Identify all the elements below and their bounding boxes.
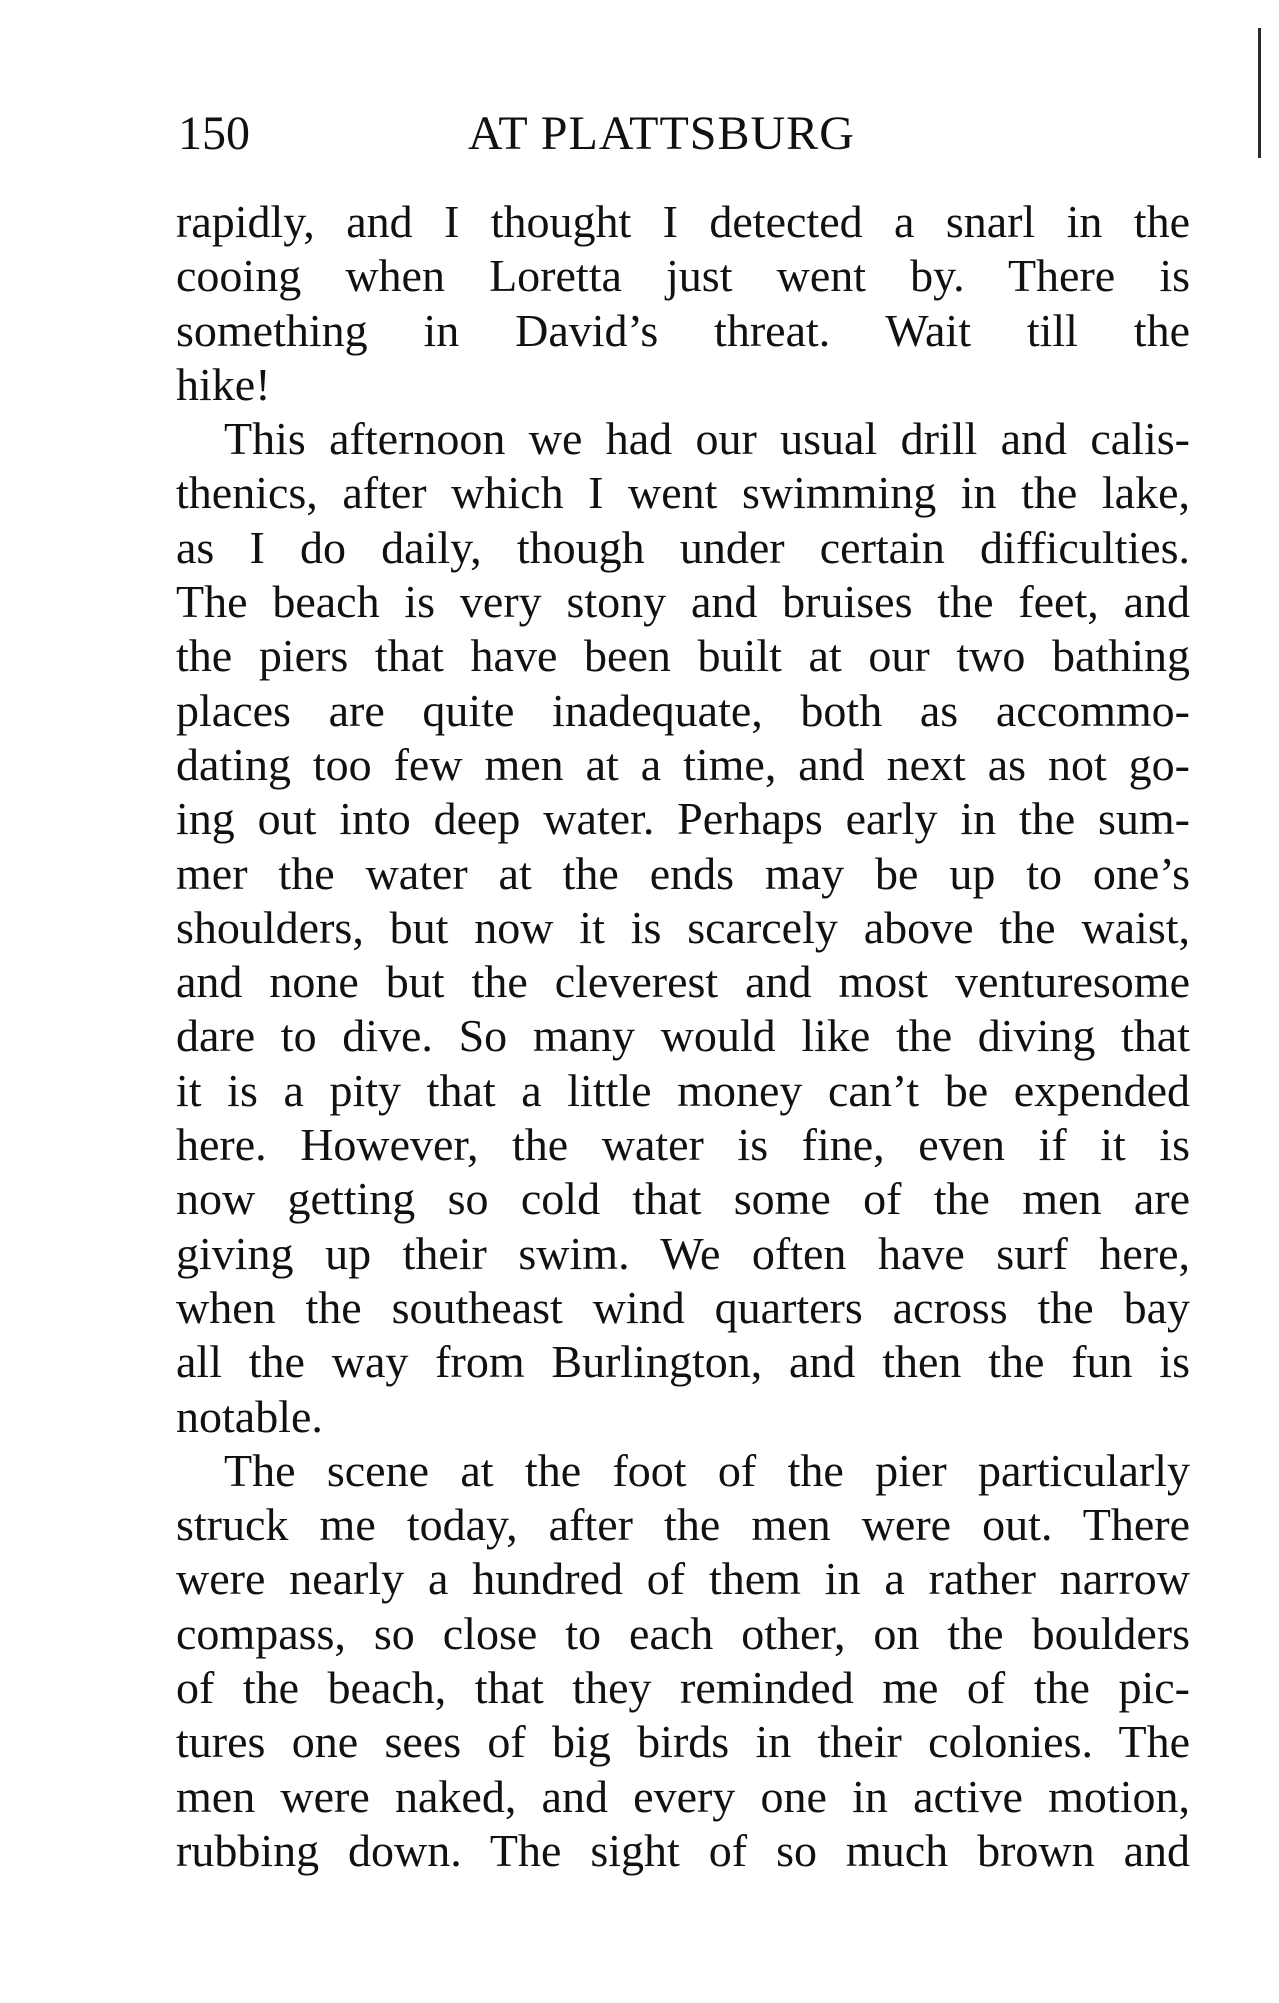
text-line: something in David’s threat. Wait till the <box>176 304 1190 356</box>
text-line: here. However, the water is fine, even if it is <box>176 1119 1190 1171</box>
text-line: of the beach, that they reminded me of the pic- <box>176 1662 1190 1714</box>
text-line: compass, so close to each other, on the boulders <box>176 1607 1190 1659</box>
page-number: 150 <box>178 107 250 160</box>
text-line: mer the water at the ends may be up to one’s <box>176 847 1190 899</box>
page-edge-mark <box>1258 28 1261 158</box>
text-line: dating too few men at a time, and next as not go- <box>176 738 1190 790</box>
text-line: men were naked, and every one in active motion, <box>176 1770 1190 1822</box>
text-line: places are quite inadequate, both as accommo- <box>176 684 1190 736</box>
text-line: tures one sees of big birds in their colonies. The <box>176 1716 1190 1768</box>
paragraph-1 <box>176 195 1190 412</box>
text-line: now getting so cold that some of the men are <box>176 1173 1190 1225</box>
text-line: dare to dive. So many would like the diving that <box>176 1010 1190 1062</box>
text-line: hike! <box>176 358 271 410</box>
body-text <box>176 195 1190 1878</box>
text-line: ing out into deep water. Perhaps early in the sum- <box>176 793 1190 845</box>
text-line: cooing when Loretta just went by. There is <box>176 250 1190 302</box>
text-line: rapidly, and I thought I detected a snarl in the <box>176 196 1190 247</box>
paragraph-2 <box>176 412 1190 1444</box>
text-line: giving up their swim. We often have surf here, <box>176 1227 1190 1279</box>
running-title: AT PLATTSBURG <box>468 107 855 160</box>
text-line: thenics, after which I went swimming in the lake, <box>176 467 1190 519</box>
text-line: and none but the cleverest and most venturesome <box>176 956 1190 1008</box>
text-line: the piers that have been built at our two bathing <box>176 630 1190 682</box>
text-line: This afternoon we had our usual drill and calis- <box>224 413 1190 465</box>
paragraph-3 <box>176 1444 1190 1878</box>
text-line: shoulders, but now it is scarcely above the waist, <box>176 901 1190 953</box>
running-head <box>178 104 1188 164</box>
text-line: were nearly a hundred of them in a rather narrow <box>176 1553 1190 1605</box>
text-line: all the way from Burlington, and then the fun is <box>176 1336 1190 1388</box>
text-line: struck me today, after the men were out. There <box>176 1499 1190 1551</box>
text-line: notable. <box>176 1390 323 1442</box>
text-line: as I do daily, though under certain difficulties. <box>176 521 1190 573</box>
text-line: The beach is very stony and bruises the feet, and <box>176 576 1190 628</box>
text-line: when the southeast wind quarters across the bay <box>176 1281 1190 1333</box>
text-line: it is a pity that a little money can’t be expended <box>176 1064 1190 1116</box>
text-line: The scene at the foot of the pier particularly <box>224 1444 1190 1496</box>
text-line: rubbing down. The sight of so much brown and <box>176 1824 1190 1876</box>
